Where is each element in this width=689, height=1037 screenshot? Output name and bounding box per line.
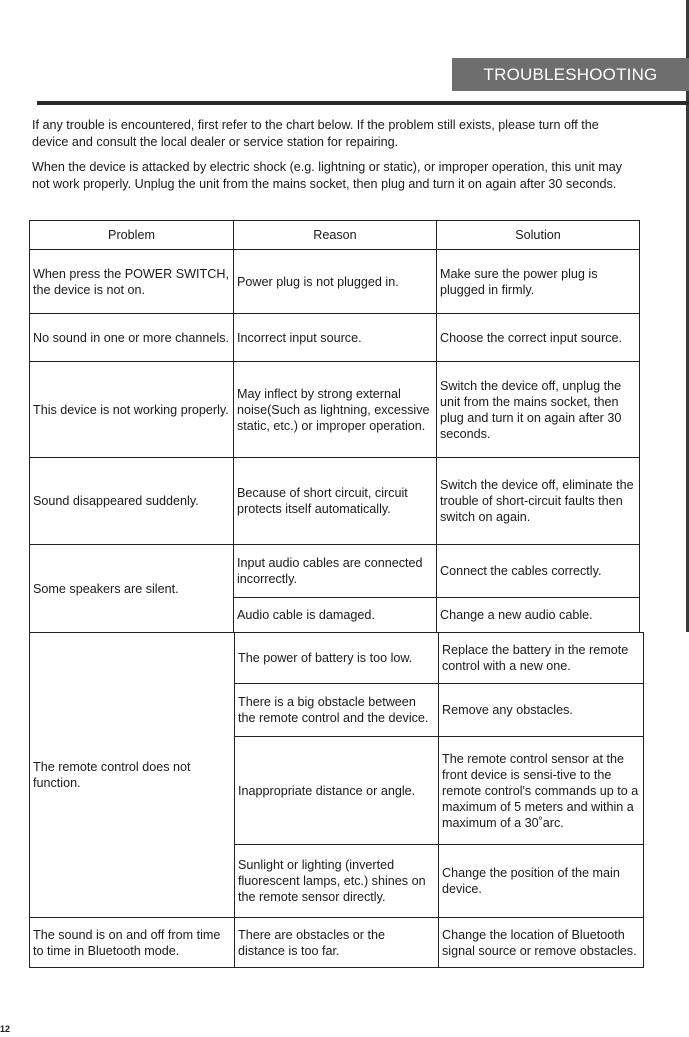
table-row [30, 918, 644, 968]
table-row [30, 458, 640, 545]
problem-cell: No sound in one or more channels. [30, 314, 234, 362]
solution-cell: Switch the device off, eliminate the trouble of short-circuit faults then switch on again. [437, 458, 640, 545]
intro-paragraph: When the device is attacked by electric shock (e.g. lightning or static), or improper operation, this unit may not work properly. Unplug the unit from the mains socket, then plug and turn it on again after 30 seconds. [32, 160, 623, 191]
problem-cell: The sound is on and off from time to time in Bluetooth mode. [30, 918, 235, 968]
reason-cell: Power plug is not plugged in. [234, 250, 437, 314]
problem-cell: Sound disappeared suddenly. [30, 458, 234, 545]
problem-cell: When press the POWER SWITCH, the device is not on. [30, 250, 234, 314]
reason-cell: Because of short circuit, circuit protects itself automatically. [234, 458, 437, 545]
solution-cell: Change a new audio cable. [437, 598, 640, 633]
solution-cell: Change the position of the main device. [439, 845, 644, 918]
table-header-row [30, 221, 640, 250]
problem-cell: Some speakers are silent. [30, 545, 234, 633]
reason-cell: The power of battery is too low. [235, 633, 439, 684]
solution-cell: The remote control sensor at the front device is sensi-tive to the remote control's commands up to a maximum of 5 meters and within a maximum of a 30˚arc. [439, 737, 644, 845]
reason-cell: Sunlight or lighting (inverted fluorescent lamps, etc.) shines on the remote sensor directly. [235, 845, 439, 918]
troubleshooting-table [29, 220, 640, 633]
solution-cell: Connect the cables correctly. [437, 545, 640, 598]
troubleshooting-table-continued [29, 632, 644, 968]
reason-cell: Input audio cables are connected incorrectly. [234, 545, 437, 598]
problem-cell: The remote control does not function. [30, 633, 235, 918]
table-row [30, 545, 640, 598]
solution-cell: Switch the device off, unplug the unit from the mains socket, then plug and turn it on again after 30 seconds. [437, 362, 640, 458]
solution-cell: Make sure the power plug is plugged in firmly. [437, 250, 640, 314]
solution-cell: Replace the battery in the remote control with a new one. [439, 633, 644, 684]
header-problem: Problem [30, 221, 234, 250]
reason-cell: Audio cable is damaged. [234, 598, 437, 633]
table-row [30, 250, 640, 314]
intro-paragraph: If any trouble is encountered, first refer to the chart below. If the problem still exists, please turn off the device and consult the local dealer or service station for repairing. [32, 118, 599, 149]
reason-cell: Inappropriate distance or angle. [235, 737, 439, 845]
section-title: TROUBLESHOOTING [452, 58, 689, 91]
reason-cell: There is a big obstacle between the remote control and the device. [235, 684, 439, 737]
table-row [30, 362, 640, 458]
solution-cell: Remove any obstacles. [439, 684, 644, 737]
page-number: 12 [0, 1024, 11, 1034]
table-row [30, 633, 644, 684]
header-solution: Solution [437, 221, 640, 250]
table-row [30, 314, 640, 362]
solution-cell: Choose the correct input source. [437, 314, 640, 362]
solution-cell: Change the location of Bluetooth signal source or remove obstacles. [439, 918, 644, 968]
header-reason: Reason [234, 221, 437, 250]
header-divider [37, 101, 689, 105]
reason-cell: May inflect by strong external noise(Such as lightning, excessive static, etc.) or improper operation. [234, 362, 437, 458]
reason-cell: Incorrect input source. [234, 314, 437, 362]
reason-cell: There are obstacles or the distance is too far. [235, 918, 439, 968]
intro-text [32, 117, 632, 201]
problem-cell: This device is not working properly. [30, 362, 234, 458]
